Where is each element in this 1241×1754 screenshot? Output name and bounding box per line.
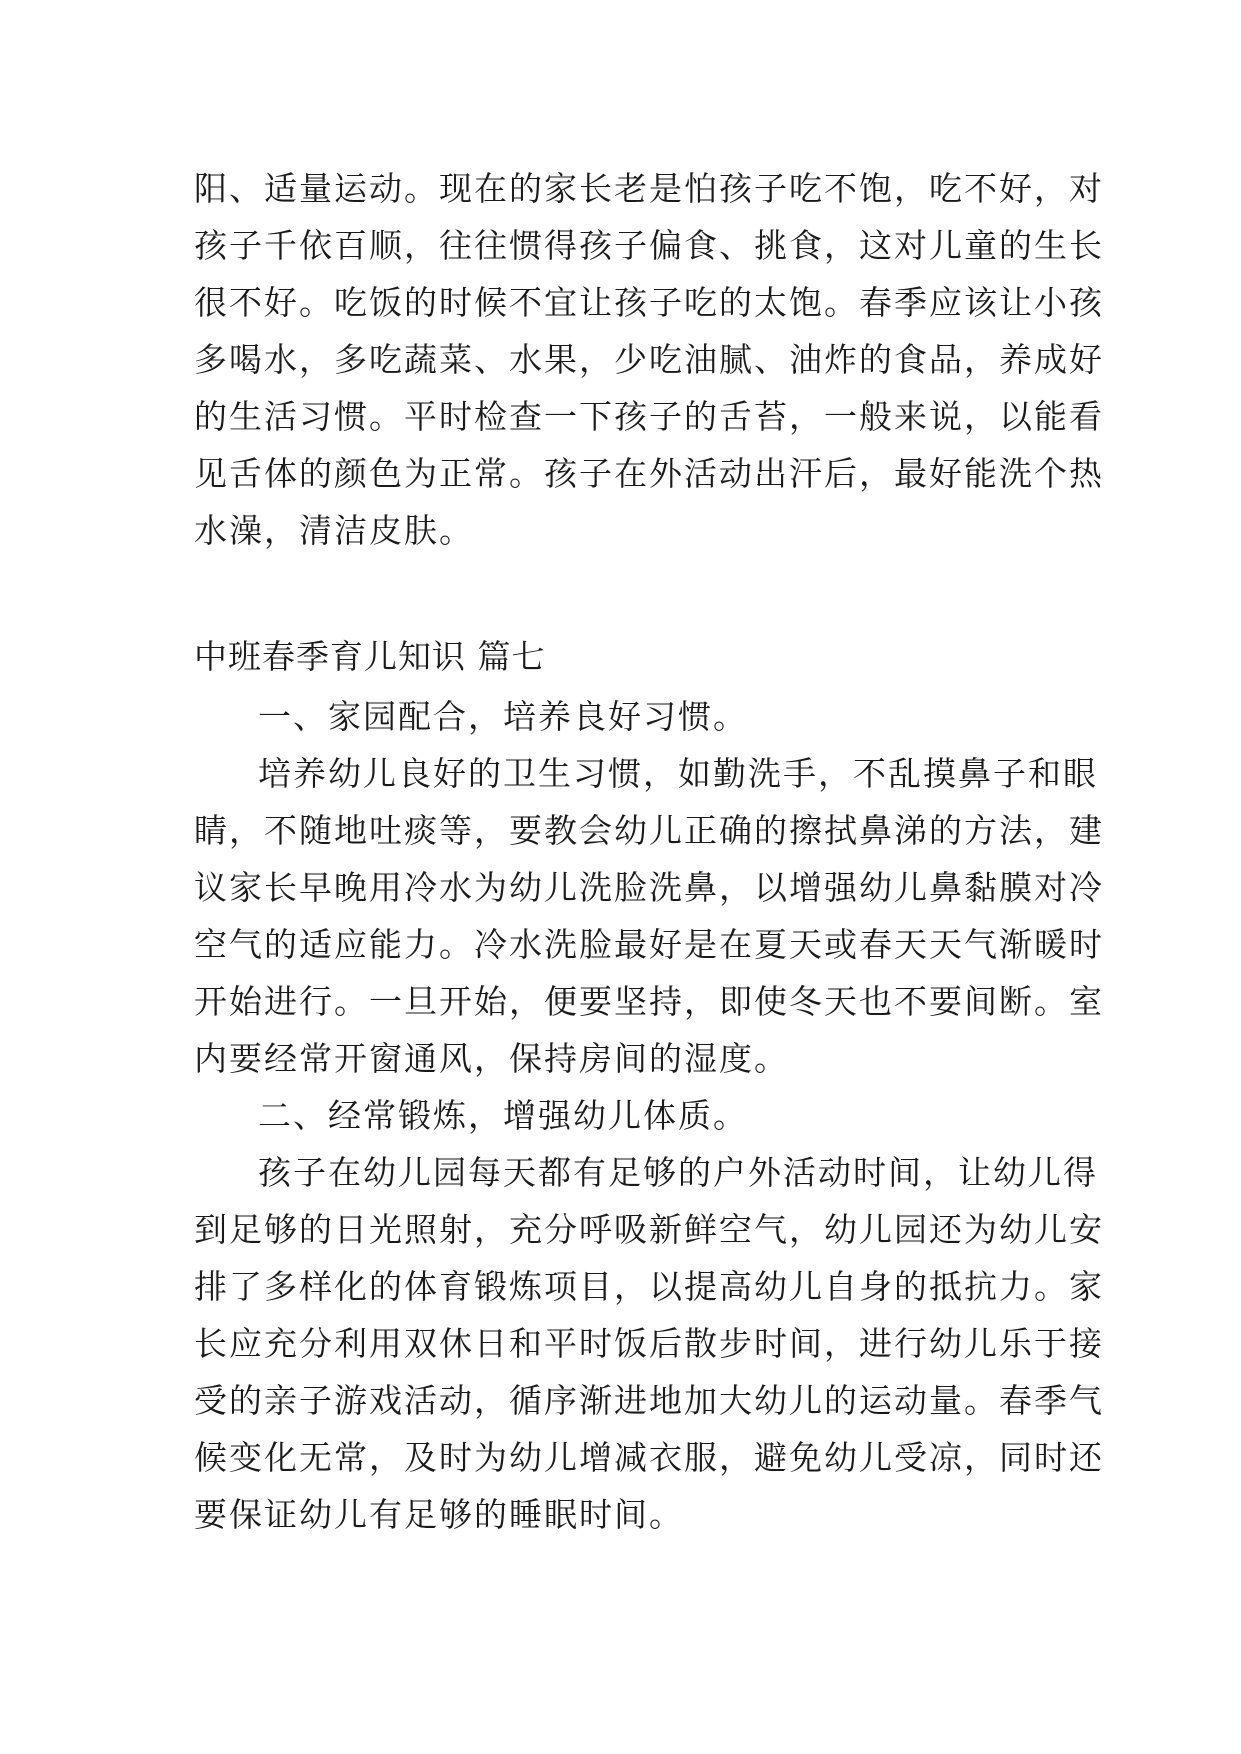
heading-regular-exercise: 二、经常锻炼，增强幼儿体质。 xyxy=(258,1096,748,1135)
paragraph-line: 受的亲子游戏活动，循序渐进地加大幼儿的运动量。春季气 xyxy=(194,1381,1104,1420)
heading-family-cooperation: 一、家园配合，培养良好习惯。 xyxy=(258,697,748,736)
paragraph-line: 长应充分利用双休日和平时饭后散步时间，进行幼儿乐于接 xyxy=(194,1324,1104,1363)
paragraph-line: 开始进行。一旦开始，便要坚持，即使冬天也不要间断。室 xyxy=(194,982,1104,1021)
paragraph-line: 空气的适应能力。冷水洗脸最好是在夏天或春天天气渐暖时 xyxy=(194,925,1104,964)
paragraph-line: 候变化无常，及时为幼儿增减衣服，避免幼儿受凉，同时还 xyxy=(194,1438,1104,1477)
text-line: 见舌体的颜色为正常。孩子在外活动出汗后，最好能洗个热 xyxy=(194,454,1104,493)
text-line: 孩子千依百顺，往往惯得孩子偏食、挑食，这对儿童的生长 xyxy=(194,226,1104,265)
paragraph-line: 内要经常开窗通风，保持房间的湿度。 xyxy=(194,1039,789,1078)
text-line: 的生活习惯。平时检查一下孩子的舌苔，一般来说，以能看 xyxy=(194,397,1104,436)
paragraph-line: 要保证幼儿有足够的睡眠时间。 xyxy=(194,1495,684,1534)
paragraph-line: 议家长早晚用冷水为幼儿洗脸洗鼻，以增强幼儿鼻黏膜对冷 xyxy=(194,868,1104,907)
paragraph-line: 到足够的日光照射，充分呼吸新鲜空气，幼儿园还为幼儿安 xyxy=(194,1210,1104,1249)
text-line: 很不好。吃饭的时候不宜让孩子吃的太饱。春季应该让小孩 xyxy=(194,283,1104,322)
paragraph-line: 孩子在幼儿园每天都有足够的户外活动时间，让幼儿得 xyxy=(258,1153,1098,1192)
text-line: 阳、适量运动。现在的家长老是怕孩子吃不饱，吃不好，对 xyxy=(194,169,1104,208)
paragraph-line: 排了多样化的体育锻炼项目，以提高幼儿自身的抵抗力。家 xyxy=(194,1267,1104,1306)
section-title: 中班春季育儿知识 篇七 xyxy=(194,637,546,676)
paragraph-line: 睛，不随地吐痰等，要教会幼儿正确的擦拭鼻涕的方法，建 xyxy=(194,811,1104,850)
text-line: 水澡，清洁皮肤。 xyxy=(194,511,474,550)
section-title-block xyxy=(194,628,1054,685)
paragraph-line: 培养幼儿良好的卫生习惯，如勤洗手，不乱摸鼻子和眼 xyxy=(258,754,1098,793)
section-body xyxy=(194,688,1104,1543)
text-line: 多喝水，多吃蔬菜、水果，少吃油腻、油炸的食品，养成好 xyxy=(194,340,1104,379)
previous-section-tail xyxy=(194,160,1104,559)
